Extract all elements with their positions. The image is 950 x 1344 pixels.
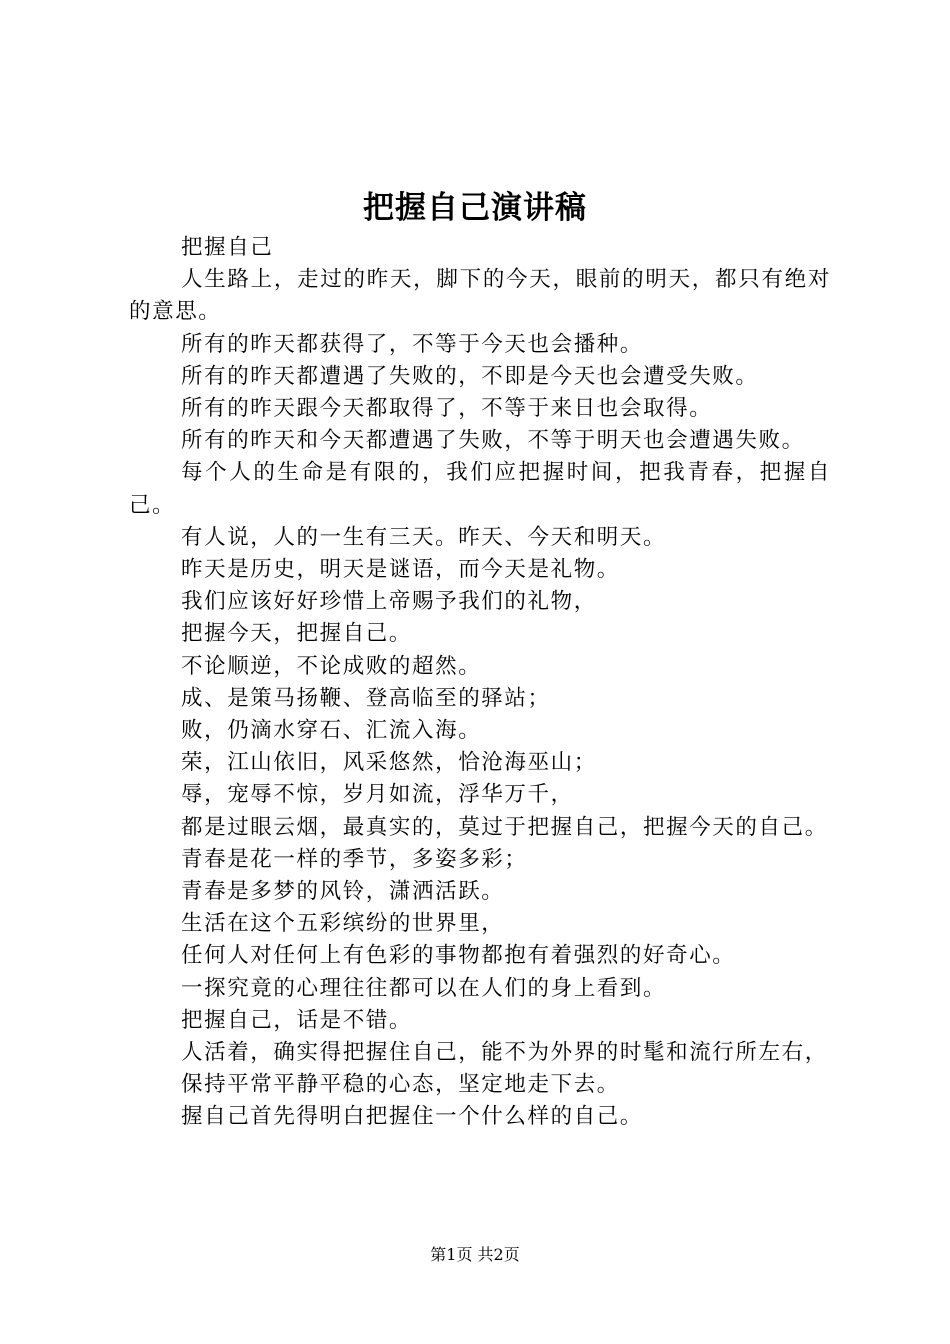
- paragraph: 把握自己: [181, 235, 274, 260]
- paragraph: 我们应该好好珍惜上帝赐予我们的礼物，: [181, 589, 597, 615]
- paragraph: 所有的昨天都获得了，不等于今天也会播种。: [181, 331, 644, 357]
- paragraph: 辱，宠辱不惊，岁月如流，浮华万千，: [181, 782, 574, 808]
- paragraph: 昨天是历史，明天是谜语，而今天是礼物。: [181, 557, 620, 583]
- paragraph: 保持平常平静平稳的心态，坚定地走下去。: [181, 1072, 620, 1098]
- page-footer: 第1页 共2页: [430, 1245, 520, 1264]
- paragraph: 不论顺逆，不论成败的超然。: [181, 653, 482, 679]
- paragraph: 青春是多梦的风铃，潇洒活跃。: [181, 879, 505, 905]
- paragraph: 人生路上，走过的昨天，脚下的今天，眼前的明天，都只有绝对的意思。: [129, 267, 831, 325]
- paragraph: 所有的昨天和今天都遭遇了失败，不等于明天也会遭遇失败。: [181, 428, 805, 454]
- page-title: 把握自己演讲稿: [363, 190, 587, 226]
- paragraph: 败，仍滴水穿石、汇流入海。: [181, 718, 482, 744]
- paragraph: 一探究竟的心理往往都可以在人们的身上看到。: [181, 975, 667, 1001]
- paragraph: 把握自己，话是不错。: [181, 1007, 413, 1033]
- paragraph: 青春是花一样的季节，多姿多彩；: [181, 846, 528, 872]
- paragraph: 都是过眼云烟，最真实的，莫过于把握自己，把握今天的自己。: [181, 814, 828, 840]
- paragraph: 每个人的生命是有限的，我们应把握时间，把我青春，把握自己。: [129, 460, 831, 518]
- paragraph: 把握今天，把握自己。: [181, 621, 413, 647]
- paragraph: 生活在这个五彩缤纷的世界里，: [181, 911, 505, 937]
- paragraph: 握自己首先得明白把握住一个什么样的自己。: [181, 1104, 644, 1130]
- document-body: [129, 232, 831, 1134]
- paragraph: 所有的昨天都遭遇了失败的，不即是今天也会遭受失败。: [181, 363, 759, 389]
- paragraph: 荣，江山依旧，风采悠然，恰沧海巫山；: [181, 750, 597, 776]
- paragraph: 任何人对任何上有色彩的事物都抱有着强烈的好奇心。: [181, 943, 736, 969]
- paragraph: 所有的昨天跟今天都取得了，不等于来日也会取得。: [181, 396, 713, 422]
- paragraph: 有人说，人的一生有三天。昨天、今天和明天。: [181, 524, 667, 550]
- paragraph: 人活着，确实得把握住自己，能不为外界的时髦和流行所左右，: [181, 1040, 828, 1066]
- paragraph: 成、是策马扬鞭、登高临至的驿站；: [181, 685, 551, 711]
